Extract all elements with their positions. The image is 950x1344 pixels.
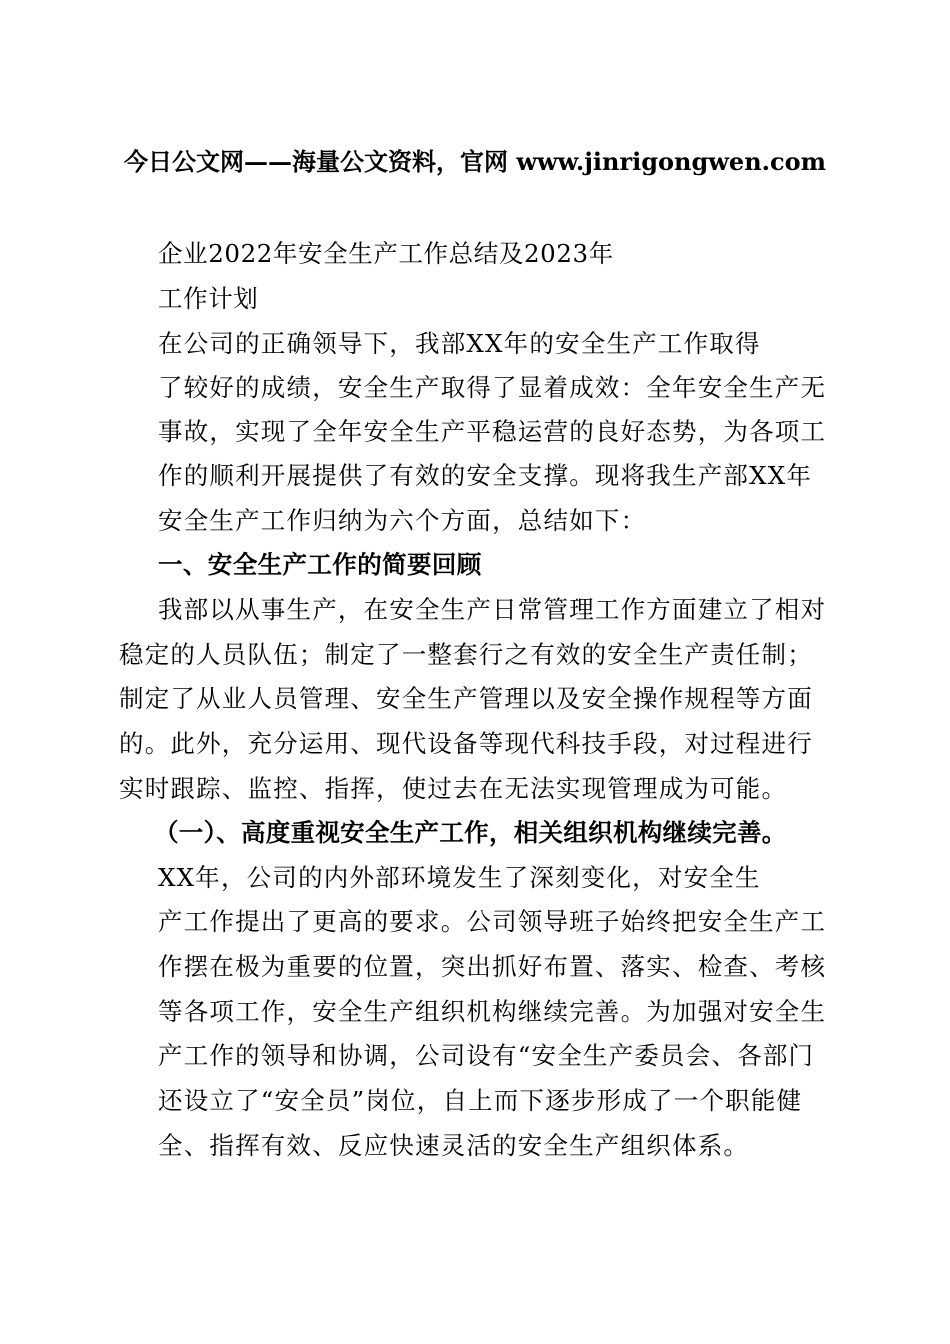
subsection-body-line: 还设立了“安全员”岗位，自上而下逐步形成了一个职能健 <box>158 1086 803 1115</box>
subsection-body-line: 作摆在极为重要的位置，突出抓好布置、落实、检查、考核 <box>158 952 827 981</box>
intro-line: 在公司的正确领导下，我部XX年的安全生产工作取得 <box>158 329 761 358</box>
subsection-body-line: 等各项工作，安全生产组织机构继续完善。为加强对安全生 <box>158 997 827 1026</box>
intro-line: 安全生产工作归纳为六个方面，总结如下： <box>158 506 647 535</box>
document-title-line-1: 企业2022年安全生产工作总结及2023年 <box>158 239 614 268</box>
section-body-line: 制定了从业人员管理、安全生产管理以及安全操作规程等方面 <box>119 684 813 713</box>
section-body-line: 稳定的人员队伍；制定了一整套行之有效的安全生产责任制； <box>119 640 813 669</box>
section-body-line: 实时跟踪、监控、指挥，使过去在无法实现管理成为可能。 <box>119 774 788 803</box>
section-body-line: 的。此外，充分运用、现代设备等现代科技手段，对过程进行 <box>119 729 813 758</box>
intro-line: 作的顺利开展提供了有效的安全支撑。现将我生产部XX年 <box>158 461 813 490</box>
subsection-body-line: 产工作提出了更高的要求。公司领导班子始终把安全生产工 <box>158 907 827 936</box>
subsection-body-line: XX年，公司的内外部环境发生了深刻变化，对安全生 <box>158 863 761 892</box>
document-title-line-2: 工作计划 <box>158 284 259 313</box>
section-heading: 一、安全生产工作的简要回顾 <box>158 550 482 579</box>
subsection-body-line: 全、指挥有效、反应快速灵活的安全生产组织体系。 <box>158 1131 750 1160</box>
website-banner: 今日公文网——海量公文资料，官网 www.jinrigongwen.com <box>123 147 827 176</box>
intro-line: 事故，实现了全年安全生产平稳运营的良好态势，为各项工 <box>158 417 827 446</box>
section-body-line: 我部以从事生产，在安全生产日常管理工作方面建立了相对 <box>158 595 827 624</box>
intro-line: 了较好的成绩，安全生产取得了显着成效：全年安全生产无 <box>158 373 827 402</box>
subsection-body-line: 产工作的领导和协调，公司设有“安全生产委员会、各部门 <box>158 1041 815 1070</box>
subsection-heading: （一）、高度重视安全生产工作，相关组织机构继续完善。 <box>154 818 787 847</box>
